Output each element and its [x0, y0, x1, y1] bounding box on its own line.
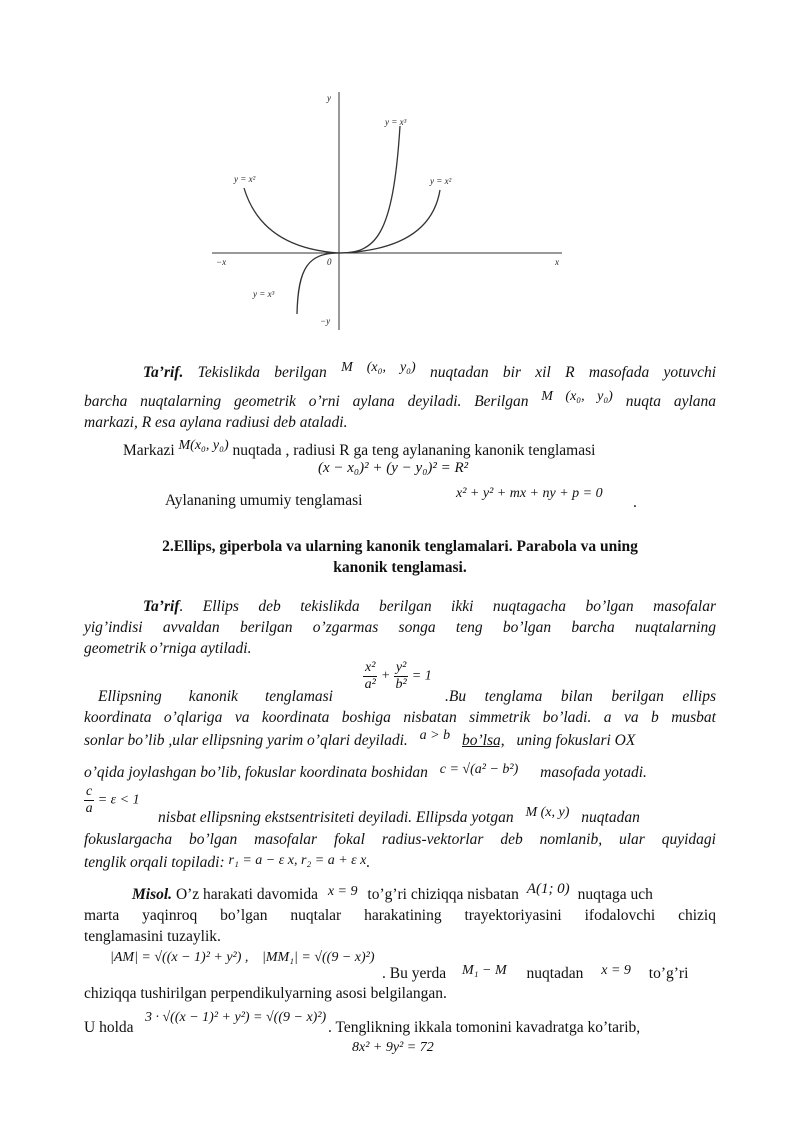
circle-general-eq: x² + y² + mx + ny + p = 0	[456, 486, 603, 501]
example-line4-c: to’g’ri	[648, 965, 689, 982]
example-line1-b: to’g’ri chiziqqa nisbatan	[367, 886, 519, 903]
def1-text-b: nuqtadan bir xil R masofada yotuvchi	[430, 364, 717, 381]
ellipse-line2: koordinata o’qlariga va koordinata boshiga nisbatan simmetrik bo’ladi. a va b musbat	[84, 709, 716, 726]
ellipse-ecc-frac: $\frac{c}{a}$	[85, 784, 93, 816]
example-line1-c: nuqtaga uch	[577, 886, 653, 903]
parabola-right-curve	[339, 190, 440, 253]
circle-center-math: M(x₀, y₀)	[178, 438, 229, 453]
def2-line2: yig’indisi avvaldan berilgan o’zgarmas songa teng bo’lgan barcha nuqtalarning	[84, 619, 716, 636]
axis-label-neg-y: −y	[320, 316, 331, 326]
ellipse-line7-a: tenglik orqali topiladi:	[84, 854, 225, 871]
label-parabola-left: y = x²	[234, 174, 256, 184]
cubic-curve	[297, 126, 400, 314]
ellipse-radii: r₁ = a − ε x, r₂ = a + ε x	[228, 853, 367, 868]
ellipse-line5-a: nisbat ellipsning ekstsentrisiteti deyiladi. Ellipsda yotgan	[158, 809, 514, 826]
example-line6-a: U holda	[84, 1019, 134, 1036]
example-line5: chiziqqa tushirilgan perpendikulyarning asosi belgilangan.	[84, 985, 447, 1002]
label-parabola-right: y = x²	[430, 176, 452, 186]
circle-general-dot: .	[633, 494, 637, 511]
example-line2: marta yaqinroq bo’lgan nuqtalar harakatining trayektoriyasini ifodalovchi chiziq	[84, 907, 716, 924]
ellipse-line5	[158, 807, 716, 830]
def2-line3: geometrik o’rniga aytiladi.	[84, 640, 252, 657]
ellipse-line4	[84, 762, 716, 785]
ellipse-c-eq: c = √(a² − b²)	[439, 762, 519, 777]
section-heading-line2: kanonik tenglamasi.	[333, 559, 467, 576]
example-holda-eq: 3 · √((x − 1)² + y²) = √((9 − x)²)	[145, 1010, 327, 1025]
ellipse-rhs: = 1	[411, 668, 432, 684]
def1-term: Ta’rif.	[143, 364, 184, 381]
circle-canonical-eq: (x − x₀)² + (y − y₀)² = R²	[318, 460, 469, 476]
ellipse-line3-b: bo’lsa,	[461, 732, 505, 749]
example-mm-eq: |MM₁| = √((9 − x)²)	[262, 950, 375, 965]
example-line4-a: . Bu yerda	[382, 965, 447, 982]
ellipse-frac-y: $\frac{\text{y²}}{\text{b²}}$	[395, 660, 407, 692]
ellipse-line4-a: o’qida joylashgan bo’lib, fokuslar koordinata boshidan	[84, 764, 428, 781]
def1-line1	[143, 362, 716, 385]
function-graph	[200, 88, 570, 333]
def1-math-m: M (x₀, y₀)	[341, 360, 416, 375]
def1-text-c: barcha nuqtalarning geometrik o’rni aylana deyiladi. Berilgan	[84, 393, 529, 410]
circle-general-label: Aylananing umumiy tenglamasi	[165, 492, 363, 509]
ellipse-cond: a > b	[419, 728, 451, 743]
example-line4-b: nuqtadan	[526, 965, 584, 982]
parabola-left-curve	[244, 188, 339, 253]
ellipse-line7-dot: .	[366, 854, 371, 871]
ellipse-line3	[84, 730, 716, 753]
axis-label-neg-x: −x	[216, 257, 227, 267]
def1-line2	[84, 391, 716, 414]
def1-line3: markazi, R esa aylana radiusi deb ataladi.	[84, 414, 348, 431]
example-am-eq: |AM| = √((x − 1)² + y²) ,	[110, 950, 249, 965]
ellipse-line5-b: nuqtadan	[581, 809, 640, 826]
ellipse-line1-after: .Bu tenglama bilan berilgan ellips	[445, 688, 716, 705]
def2-line1	[143, 596, 716, 618]
def2-text-a: . Ellips deb tekislikda berilgan ikki nuqtagacha bo’lgan masofalar	[179, 598, 716, 615]
ellipse-point-m: M (x, y)	[525, 805, 570, 820]
def1-text-a: Tekislikda berilgan	[197, 364, 327, 381]
ellipse-ecc-rhs: = ε < 1	[97, 792, 140, 808]
label-cubic-top: y = x³	[385, 117, 407, 127]
ellipse-line3-c: uning fokuslari OX	[516, 732, 636, 749]
ellipse-line3-a: sonlar bo’lib ,ular ellipsning yarim o’qlari deyiladi.	[84, 732, 408, 749]
example-line3: tenglamasini tuzaylik.	[84, 928, 221, 945]
section-heading-line1: 2.Ellips, giperbola va ularning kanonik tenglamalari. Parabola va uning	[162, 538, 638, 555]
example-line1	[132, 881, 716, 907]
example-line6-b: . Tenglikning ikkala tomonini kavadratga ko’tarib,	[328, 1019, 641, 1036]
ellipse-line1-label: Ellipsning kanonik tenglamasi	[98, 688, 333, 705]
origin-label: 0	[327, 257, 332, 267]
circle-center-b: nuqtada , radiusi R ga teng aylananing kanonik tenglamasi	[232, 442, 596, 459]
example-final-eq: 8x² + 9y² = 72	[352, 1040, 434, 1055]
def1-math-m2: M (x₀, y₀)	[541, 389, 613, 404]
ellipse-line6: fokuslargacha bo’lgan masofalar fokal radius-vektorlar deb nomlanib, ular quyidagi	[84, 831, 716, 848]
example-x-eq2: x = 9	[601, 963, 631, 978]
def1-text-d: nuqta aylana	[625, 393, 717, 410]
ellipse-line4-b: masofada yotadi.	[540, 764, 647, 781]
ellipse-frac-x: $\frac{\text{x²}}{\text{a²}}$	[364, 660, 376, 692]
example-term: Misol.	[132, 886, 173, 903]
def2-term: Ta’rif	[143, 598, 180, 615]
example-point-a: A(1; 0)	[526, 881, 570, 897]
label-cubic-bottom: y = x³	[253, 289, 275, 299]
example-x-eq: x = 9	[327, 884, 358, 899]
example-line1-a: O’z harakati davomida	[175, 886, 318, 903]
ellipse-equation	[363, 660, 432, 693]
example-m1-m: M₁ − M	[462, 963, 507, 978]
axis-label-x: x	[555, 257, 559, 267]
ellipse-ecc	[84, 784, 140, 817]
axis-label-y: y	[327, 93, 331, 103]
circle-center-a: Markazi	[123, 442, 175, 459]
ellipse-line7	[84, 852, 370, 875]
ellipse-plus: +	[380, 668, 391, 684]
